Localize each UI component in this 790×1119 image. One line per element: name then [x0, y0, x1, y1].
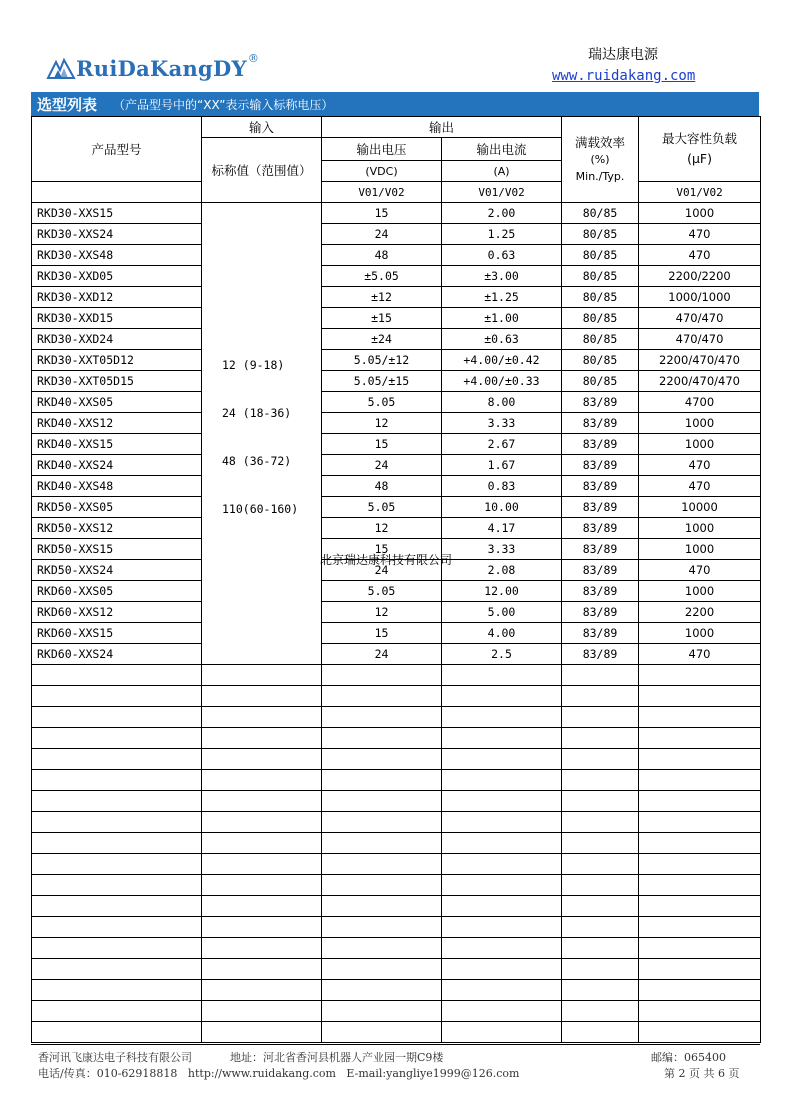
vout-header: 输出电压 — [322, 138, 442, 161]
blank-cell — [322, 833, 442, 854]
capacitive-load-cell: 1000 — [639, 413, 761, 434]
efficiency-cell: 83/89 — [562, 644, 639, 665]
blank-cell — [639, 959, 761, 980]
efficiency-cell: 83/89 — [562, 581, 639, 602]
iout-cell: 0.83 — [442, 476, 562, 497]
input-range-item: 24 (18-36) — [222, 406, 292, 420]
blank-cell — [639, 791, 761, 812]
vout-cell: ±15 — [322, 308, 442, 329]
blank-cell — [32, 1022, 202, 1043]
vout-sub: V01/V02 — [322, 182, 442, 203]
table-row — [32, 329, 761, 350]
table-row — [32, 203, 761, 224]
blank-cell — [202, 707, 322, 728]
table-row — [32, 224, 761, 245]
iout-cell: ±3.00 — [442, 266, 562, 287]
blank-cell — [562, 854, 639, 875]
blank-row — [32, 665, 761, 686]
iout-cell: 12.00 — [442, 581, 562, 602]
blank-cell — [322, 875, 442, 896]
blank-cell — [32, 875, 202, 896]
model-cell: RKD40-XXS24 — [32, 455, 202, 476]
blank-cell — [202, 896, 322, 917]
model-header-spacer — [32, 182, 202, 203]
blank-cell — [322, 980, 442, 1001]
capacitive-load-cell: 470 — [639, 224, 761, 245]
vout-cell: 12 — [322, 413, 442, 434]
vout-cell: 5.05 — [322, 581, 442, 602]
blank-cell — [639, 854, 761, 875]
table-row — [32, 602, 761, 623]
vout-cell: 5.05/±15 — [322, 371, 442, 392]
blank-cell — [202, 833, 322, 854]
vout-cell: 24 — [322, 224, 442, 245]
capacitive-load-cell: 470 — [639, 644, 761, 665]
capacitive-load-cell: 470 — [639, 560, 761, 581]
blank-row — [32, 707, 761, 728]
blank-cell — [562, 707, 639, 728]
input-sub-header: 标称值（范围值） — [202, 138, 322, 203]
efficiency-cell: 83/89 — [562, 497, 639, 518]
capacitive-load-sub: V01/V02 — [639, 182, 761, 203]
efficiency-cell: 83/89 — [562, 434, 639, 455]
company-logo — [46, 52, 259, 84]
model-cell: RKD60-XXS05 — [32, 581, 202, 602]
blank-cell — [562, 1022, 639, 1043]
table-row — [32, 308, 761, 329]
iout-cell: +4.00/±0.33 — [442, 371, 562, 392]
model-cell: RKD30-XXS48 — [32, 245, 202, 266]
blank-cell — [322, 665, 442, 686]
efficiency-cell: 80/85 — [562, 266, 639, 287]
blank-cell — [32, 749, 202, 770]
table-row — [32, 476, 761, 497]
blank-cell — [442, 854, 562, 875]
blank-cell — [562, 896, 639, 917]
blank-cell — [32, 917, 202, 938]
blank-row — [32, 833, 761, 854]
output-header: 输出 — [322, 117, 562, 138]
vout-cell: 15 — [322, 434, 442, 455]
model-cell: RKD30-XXT05D15 — [32, 371, 202, 392]
efficiency-cell: 80/85 — [562, 329, 639, 350]
blank-cell — [202, 917, 322, 938]
table-row — [32, 518, 761, 539]
blank-row — [32, 791, 761, 812]
blank-cell — [442, 1022, 562, 1043]
blank-cell — [202, 854, 322, 875]
efficiency-header — [562, 117, 639, 203]
capacitive-load-cell: 1000 — [639, 539, 761, 560]
blank-cell — [322, 854, 442, 875]
section-title: 选型列表 — [37, 95, 98, 114]
capacitive-load-cell: 2200/470/470 — [639, 371, 761, 392]
blank-cell — [442, 875, 562, 896]
blank-cell — [202, 665, 322, 686]
table-row — [32, 392, 761, 413]
efficiency-cell: 83/89 — [562, 539, 639, 560]
blank-cell — [639, 1001, 761, 1022]
model-cell: RKD30-XXD12 — [32, 287, 202, 308]
efficiency-sub: Min./Typ. — [575, 170, 625, 183]
capacitive-load-cell: 2200/470/470 — [639, 350, 761, 371]
blank-cell — [322, 896, 442, 917]
blank-row — [32, 854, 761, 875]
input-range-item: 110(60-160) — [222, 502, 299, 516]
vout-cell: 12 — [322, 518, 442, 539]
blank-cell — [639, 938, 761, 959]
blank-cell — [32, 1001, 202, 1022]
blank-cell — [322, 959, 442, 980]
blank-cell — [562, 665, 639, 686]
blank-cell — [442, 959, 562, 980]
vout-cell: 12 — [322, 602, 442, 623]
blank-cell — [32, 980, 202, 1001]
blank-cell — [562, 917, 639, 938]
table-row — [32, 623, 761, 644]
blank-cell — [202, 812, 322, 833]
capacitive-load-cell: 1000 — [639, 623, 761, 644]
blank-cell — [442, 980, 562, 1001]
blank-cell — [442, 812, 562, 833]
registered-mark: ® — [247, 51, 259, 65]
vout-cell: 15 — [322, 539, 442, 560]
iout-cell: 1.67 — [442, 455, 562, 476]
efficiency-cell: 83/89 — [562, 455, 639, 476]
vout-cell: ±12 — [322, 287, 442, 308]
blank-cell — [639, 833, 761, 854]
model-cell: RKD30-XXS15 — [32, 203, 202, 224]
iout-unit: (A) — [442, 161, 562, 182]
efficiency-unit: (%) — [590, 153, 610, 166]
model-cell: RKD50-XXS15 — [32, 539, 202, 560]
model-cell: RKD30-XXD24 — [32, 329, 202, 350]
blank-row — [32, 1001, 761, 1022]
iout-cell: 3.33 — [442, 539, 562, 560]
iout-cell: 2.08 — [442, 560, 562, 581]
model-cell: RKD60-XXS12 — [32, 602, 202, 623]
efficiency-cell: 83/89 — [562, 623, 639, 644]
blank-cell — [639, 770, 761, 791]
input-header: 输入 — [202, 117, 322, 138]
capacitive-load-cell: 1000/1000 — [639, 287, 761, 308]
blank-row — [32, 770, 761, 791]
model-cell: RKD40-XXS05 — [32, 392, 202, 413]
capacitive-load-cell: 10000 — [639, 497, 761, 518]
blank-cell — [32, 812, 202, 833]
capacitive-load-label: 最大容性负载 — [662, 131, 738, 146]
efficiency-cell: 80/85 — [562, 245, 639, 266]
website-link[interactable]: www.ruidakang.com — [552, 68, 696, 84]
section-banner — [31, 92, 759, 116]
efficiency-cell: 80/85 — [562, 203, 639, 224]
table-row — [32, 287, 761, 308]
blank-cell — [639, 812, 761, 833]
iout-cell: 1.25 — [442, 224, 562, 245]
model-cell: RKD30-XXT05D12 — [32, 350, 202, 371]
blank-cell — [562, 959, 639, 980]
blank-cell — [562, 938, 639, 959]
blank-cell — [32, 833, 202, 854]
blank-cell — [562, 728, 639, 749]
vout-cell: 24 — [322, 644, 442, 665]
footer-postcode: 邮编：065400 — [651, 1051, 726, 1064]
blank-cell — [442, 749, 562, 770]
iout-cell: 2.67 — [442, 434, 562, 455]
input-range-cell — [202, 203, 322, 665]
input-range-item: 12 (9-18) — [222, 358, 285, 372]
footer-company: 香河讯飞康达电子科技有限公司 — [38, 1051, 192, 1064]
blank-cell — [202, 749, 322, 770]
blank-cell — [322, 707, 442, 728]
efficiency-cell: 80/85 — [562, 287, 639, 308]
capacitive-load-cell: 470 — [639, 455, 761, 476]
efficiency-label: 满载效率 — [575, 135, 626, 150]
model-cell: RKD50-XXS05 — [32, 497, 202, 518]
blank-row — [32, 1022, 761, 1043]
blank-cell — [639, 749, 761, 770]
blank-cell — [322, 1001, 442, 1022]
efficiency-cell: 80/85 — [562, 224, 639, 245]
efficiency-cell: 83/89 — [562, 518, 639, 539]
blank-row — [32, 959, 761, 980]
table-row — [32, 581, 761, 602]
iout-cell: ±0.63 — [442, 329, 562, 350]
blank-cell — [202, 686, 322, 707]
blank-cell — [32, 791, 202, 812]
blank-cell — [32, 770, 202, 791]
capacitive-load-cell: 470 — [639, 245, 761, 266]
model-cell: RKD60-XXS15 — [32, 623, 202, 644]
vout-cell: 5.05 — [322, 497, 442, 518]
blank-cell — [322, 749, 442, 770]
table-row — [32, 455, 761, 476]
efficiency-cell: 80/85 — [562, 308, 639, 329]
efficiency-cell: 80/85 — [562, 350, 639, 371]
iout-cell: 5.00 — [442, 602, 562, 623]
model-cell: RKD40-XXS48 — [32, 476, 202, 497]
blank-cell — [202, 770, 322, 791]
iout-cell: ±1.00 — [442, 308, 562, 329]
model-cell: RKD40-XXS15 — [32, 434, 202, 455]
vout-cell: 15 — [322, 203, 442, 224]
blank-cell — [562, 686, 639, 707]
section-note: （产品型号中的“XX”表示输入标称电压） — [113, 97, 334, 112]
blank-cell — [639, 686, 761, 707]
blank-cell — [442, 833, 562, 854]
model-cell: RKD30-XXS24 — [32, 224, 202, 245]
blank-cell — [202, 938, 322, 959]
table-row — [32, 497, 761, 518]
efficiency-cell: 83/89 — [562, 476, 639, 497]
blank-cell — [442, 728, 562, 749]
vout-cell: 5.05 — [322, 392, 442, 413]
iout-cell: 8.00 — [442, 392, 562, 413]
blank-cell — [562, 980, 639, 1001]
table-row — [32, 245, 761, 266]
blank-cell — [562, 833, 639, 854]
iout-cell: 10.00 — [442, 497, 562, 518]
vout-cell: ±5.05 — [322, 266, 442, 287]
blank-cell — [442, 686, 562, 707]
capacitive-load-cell: 1000 — [639, 518, 761, 539]
iout-cell: 4.00 — [442, 623, 562, 644]
table-row — [32, 266, 761, 287]
blank-cell — [442, 938, 562, 959]
efficiency-cell: 83/89 — [562, 602, 639, 623]
table-row — [32, 434, 761, 455]
efficiency-cell: 83/89 — [562, 560, 639, 581]
footer-address: 地址：河北省香河县机器人产业园一期C9楼 — [230, 1051, 444, 1064]
iout-cell: ±1.25 — [442, 287, 562, 308]
blank-cell — [202, 728, 322, 749]
blank-row — [32, 812, 761, 833]
model-cell: RKD30-XXD05 — [32, 266, 202, 287]
blank-cell — [32, 707, 202, 728]
blank-cell — [639, 707, 761, 728]
iout-cell: 0.63 — [442, 245, 562, 266]
model-cell: RKD50-XXS12 — [32, 518, 202, 539]
brand-name: 瑞达康电源 — [588, 47, 658, 63]
blank-cell — [322, 938, 442, 959]
vout-cell: 24 — [322, 560, 442, 581]
blank-row — [32, 938, 761, 959]
blank-row — [32, 896, 761, 917]
blank-cell — [442, 791, 562, 812]
blank-cell — [32, 854, 202, 875]
footer-page-number: 第 2 页 共 6 页 — [664, 1067, 740, 1080]
blank-cell — [202, 1001, 322, 1022]
blank-cell — [639, 1022, 761, 1043]
selection-table — [31, 116, 761, 1043]
blank-cell — [322, 728, 442, 749]
watermark-text: 北京瑞达康科技有限公司 — [320, 553, 453, 567]
blank-cell — [32, 959, 202, 980]
blank-cell — [32, 686, 202, 707]
table-row — [32, 413, 761, 434]
capacitive-load-cell: 2200 — [639, 602, 761, 623]
blank-cell — [562, 749, 639, 770]
capacitive-load-cell: 470 — [639, 476, 761, 497]
blank-cell — [639, 980, 761, 1001]
table-row — [32, 644, 761, 665]
blank-cell — [562, 770, 639, 791]
blank-cell — [562, 791, 639, 812]
blank-cell — [322, 770, 442, 791]
footer-divider — [31, 1044, 760, 1045]
blank-cell — [442, 917, 562, 938]
efficiency-cell: 83/89 — [562, 392, 639, 413]
blank-cell — [442, 896, 562, 917]
blank-cell — [202, 980, 322, 1001]
blank-cell — [562, 1001, 639, 1022]
blank-row — [32, 875, 761, 896]
capacitive-load-unit: (μF) — [687, 151, 712, 166]
capacitive-load-cell: 4700 — [639, 392, 761, 413]
model-cell: RKD60-XXS24 — [32, 644, 202, 665]
table-row — [32, 350, 761, 371]
logo-text: RuiDaKangDY — [76, 55, 247, 81]
iout-cell: 2.5 — [442, 644, 562, 665]
blank-cell — [322, 812, 442, 833]
vout-cell: 48 — [322, 476, 442, 497]
blank-cell — [322, 1022, 442, 1043]
blank-cell — [322, 917, 442, 938]
efficiency-cell: 80/85 — [562, 371, 639, 392]
capacitive-load-cell: 1000 — [639, 203, 761, 224]
blank-row — [32, 749, 761, 770]
page-header — [0, 0, 790, 92]
blank-cell — [562, 812, 639, 833]
blank-cell — [202, 875, 322, 896]
blank-cell — [639, 665, 761, 686]
blank-cell — [639, 728, 761, 749]
blank-cell — [562, 875, 639, 896]
vout-cell: 5.05/±12 — [322, 350, 442, 371]
model-header: 产品型号 — [32, 117, 202, 182]
blank-cell — [202, 959, 322, 980]
blank-cell — [322, 791, 442, 812]
capacitive-load-header — [639, 117, 761, 182]
model-cell: RKD40-XXS12 — [32, 413, 202, 434]
blank-cell — [442, 707, 562, 728]
iout-cell: +4.00/±0.42 — [442, 350, 562, 371]
blank-row — [32, 980, 761, 1001]
vout-cell: 24 — [322, 455, 442, 476]
blank-cell — [32, 728, 202, 749]
blank-cell — [202, 791, 322, 812]
footer-contact: 电话/传真：010-62918818 http://www.ruidakang.com E-mail:yangliye1999@126.com — [38, 1067, 520, 1080]
blank-cell — [32, 896, 202, 917]
vout-cell: 15 — [322, 623, 442, 644]
capacitive-load-cell: 2200/2200 — [639, 266, 761, 287]
blank-cell — [202, 1022, 322, 1043]
iout-cell: 3.33 — [442, 413, 562, 434]
iout-sub: V01/V02 — [442, 182, 562, 203]
iout-header: 输出电流 — [442, 138, 562, 161]
blank-row — [32, 728, 761, 749]
blank-cell — [442, 1001, 562, 1022]
blank-row — [32, 686, 761, 707]
blank-cell — [32, 938, 202, 959]
model-cell: RKD30-XXD15 — [32, 308, 202, 329]
blank-cell — [639, 875, 761, 896]
table-row — [32, 371, 761, 392]
iout-cell: 2.00 — [442, 203, 562, 224]
vout-cell: 48 — [322, 245, 442, 266]
vout-unit: (VDC) — [322, 161, 442, 182]
blank-row — [32, 917, 761, 938]
vout-cell: ±24 — [322, 329, 442, 350]
mountain-logo-icon — [46, 56, 76, 80]
blank-cell — [32, 665, 202, 686]
blank-cell — [322, 686, 442, 707]
efficiency-cell: 83/89 — [562, 413, 639, 434]
capacitive-load-cell: 470/470 — [639, 308, 761, 329]
iout-cell: 4.17 — [442, 518, 562, 539]
capacitive-load-cell: 1000 — [639, 434, 761, 455]
model-cell: RKD50-XXS24 — [32, 560, 202, 581]
blank-cell — [442, 665, 562, 686]
blank-cell — [639, 917, 761, 938]
input-range-item: 48 (36-72) — [222, 454, 292, 468]
capacitive-load-cell: 470/470 — [639, 329, 761, 350]
blank-cell — [639, 896, 761, 917]
blank-cell — [442, 770, 562, 791]
capacitive-load-cell: 1000 — [639, 581, 761, 602]
